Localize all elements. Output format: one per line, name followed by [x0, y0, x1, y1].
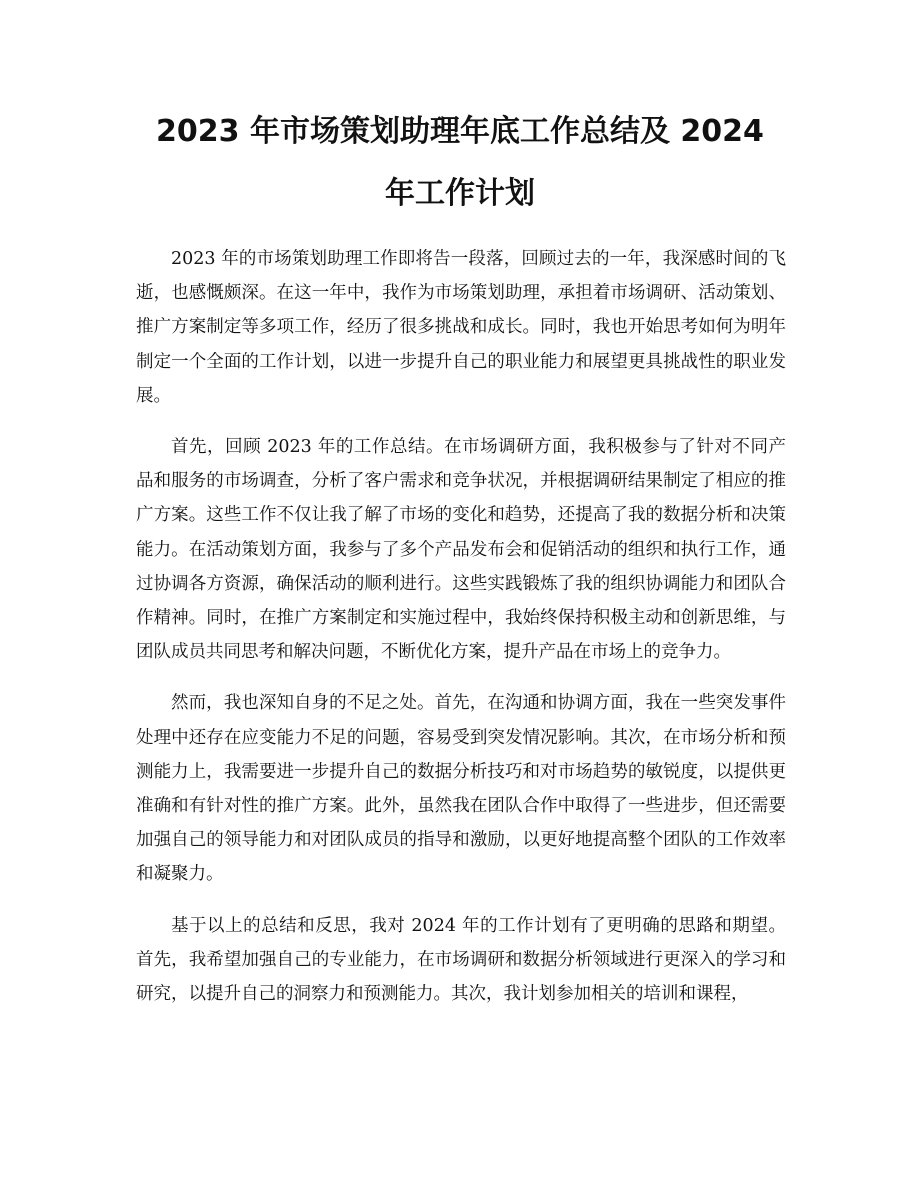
document-body — [136, 242, 786, 1011]
paragraph-work-summary: 首先，回顾 2023 年的工作总结。在市场调研方面，我积极参与了针对不同产品和服务的市场调查，分析了客户需求和竞争状况，并根据调研结果制定了相应的推广方案。这些工作不仅让我了解了市场的变化和趋势，还提高了我的数据分析和决策能力。在活动策划方面，我参与了多个产品发布会和促销活动的组织和执行工作，通过协调各方资源，确保活动的顺利进行。这些实践锻炼了我的组织协调能力和团队合作精神。同时，在推广方案制定和实施过程中，我始终保持积极主动和创新思维，与团队成员共同思考和解决问题，不断优化方案，提升产品在市场上的竞争力。 — [136, 437, 786, 663]
paragraph-2024-plan: 基于以上的总结和反思，我对 2024 年的工作计划有了更明确的思路和期望。首先，我希望加强自己的专业能力，在市场调研和数据分析领域进行更深入的学习和研究，以提升自己的洞察力和预测能力。其次，我计划参加相关的培训和课程， — [136, 915, 786, 1005]
paragraph-shortcomings: 然而，我也深知自身的不足之处。首先，在沟通和协调方面，我在一些突发事件处理中还存在应变能力不足的问题，容易受到突发情况影响。其次，在市场分析和预测能力上，我需要进一步提升自己的数据分析技巧和对市场趋势的敏锐度，以提供更准确和有针对性的推广方案。此外，虽然我在团队合作中取得了一些进步，但还需要加强自己的领导能力和对团队成员的指导和激励，以更好地提高整个团队的工作效率和凝聚力。 — [136, 693, 786, 885]
document-title-line-1: 2023 年市场策划助理年底工作总结及 2024 — [156, 114, 764, 149]
paragraph-intro: 2023 年的市场策划助理工作即将告一段落，回顾过去的一年，我深感时间的飞逝，也感慨颇深。在这一年中，我作为市场策划助理，承担着市场调研、活动策划、推广方案制定等多项工作，经历了很多挑战和成长。同时，我也开始思考如何为明年制定一个全面的工作计划，以进一步提升自己的职业能力和展望更具挑战性的职业发展。 — [136, 249, 786, 406]
document-title-line-2: 年工作计划 — [385, 176, 535, 211]
